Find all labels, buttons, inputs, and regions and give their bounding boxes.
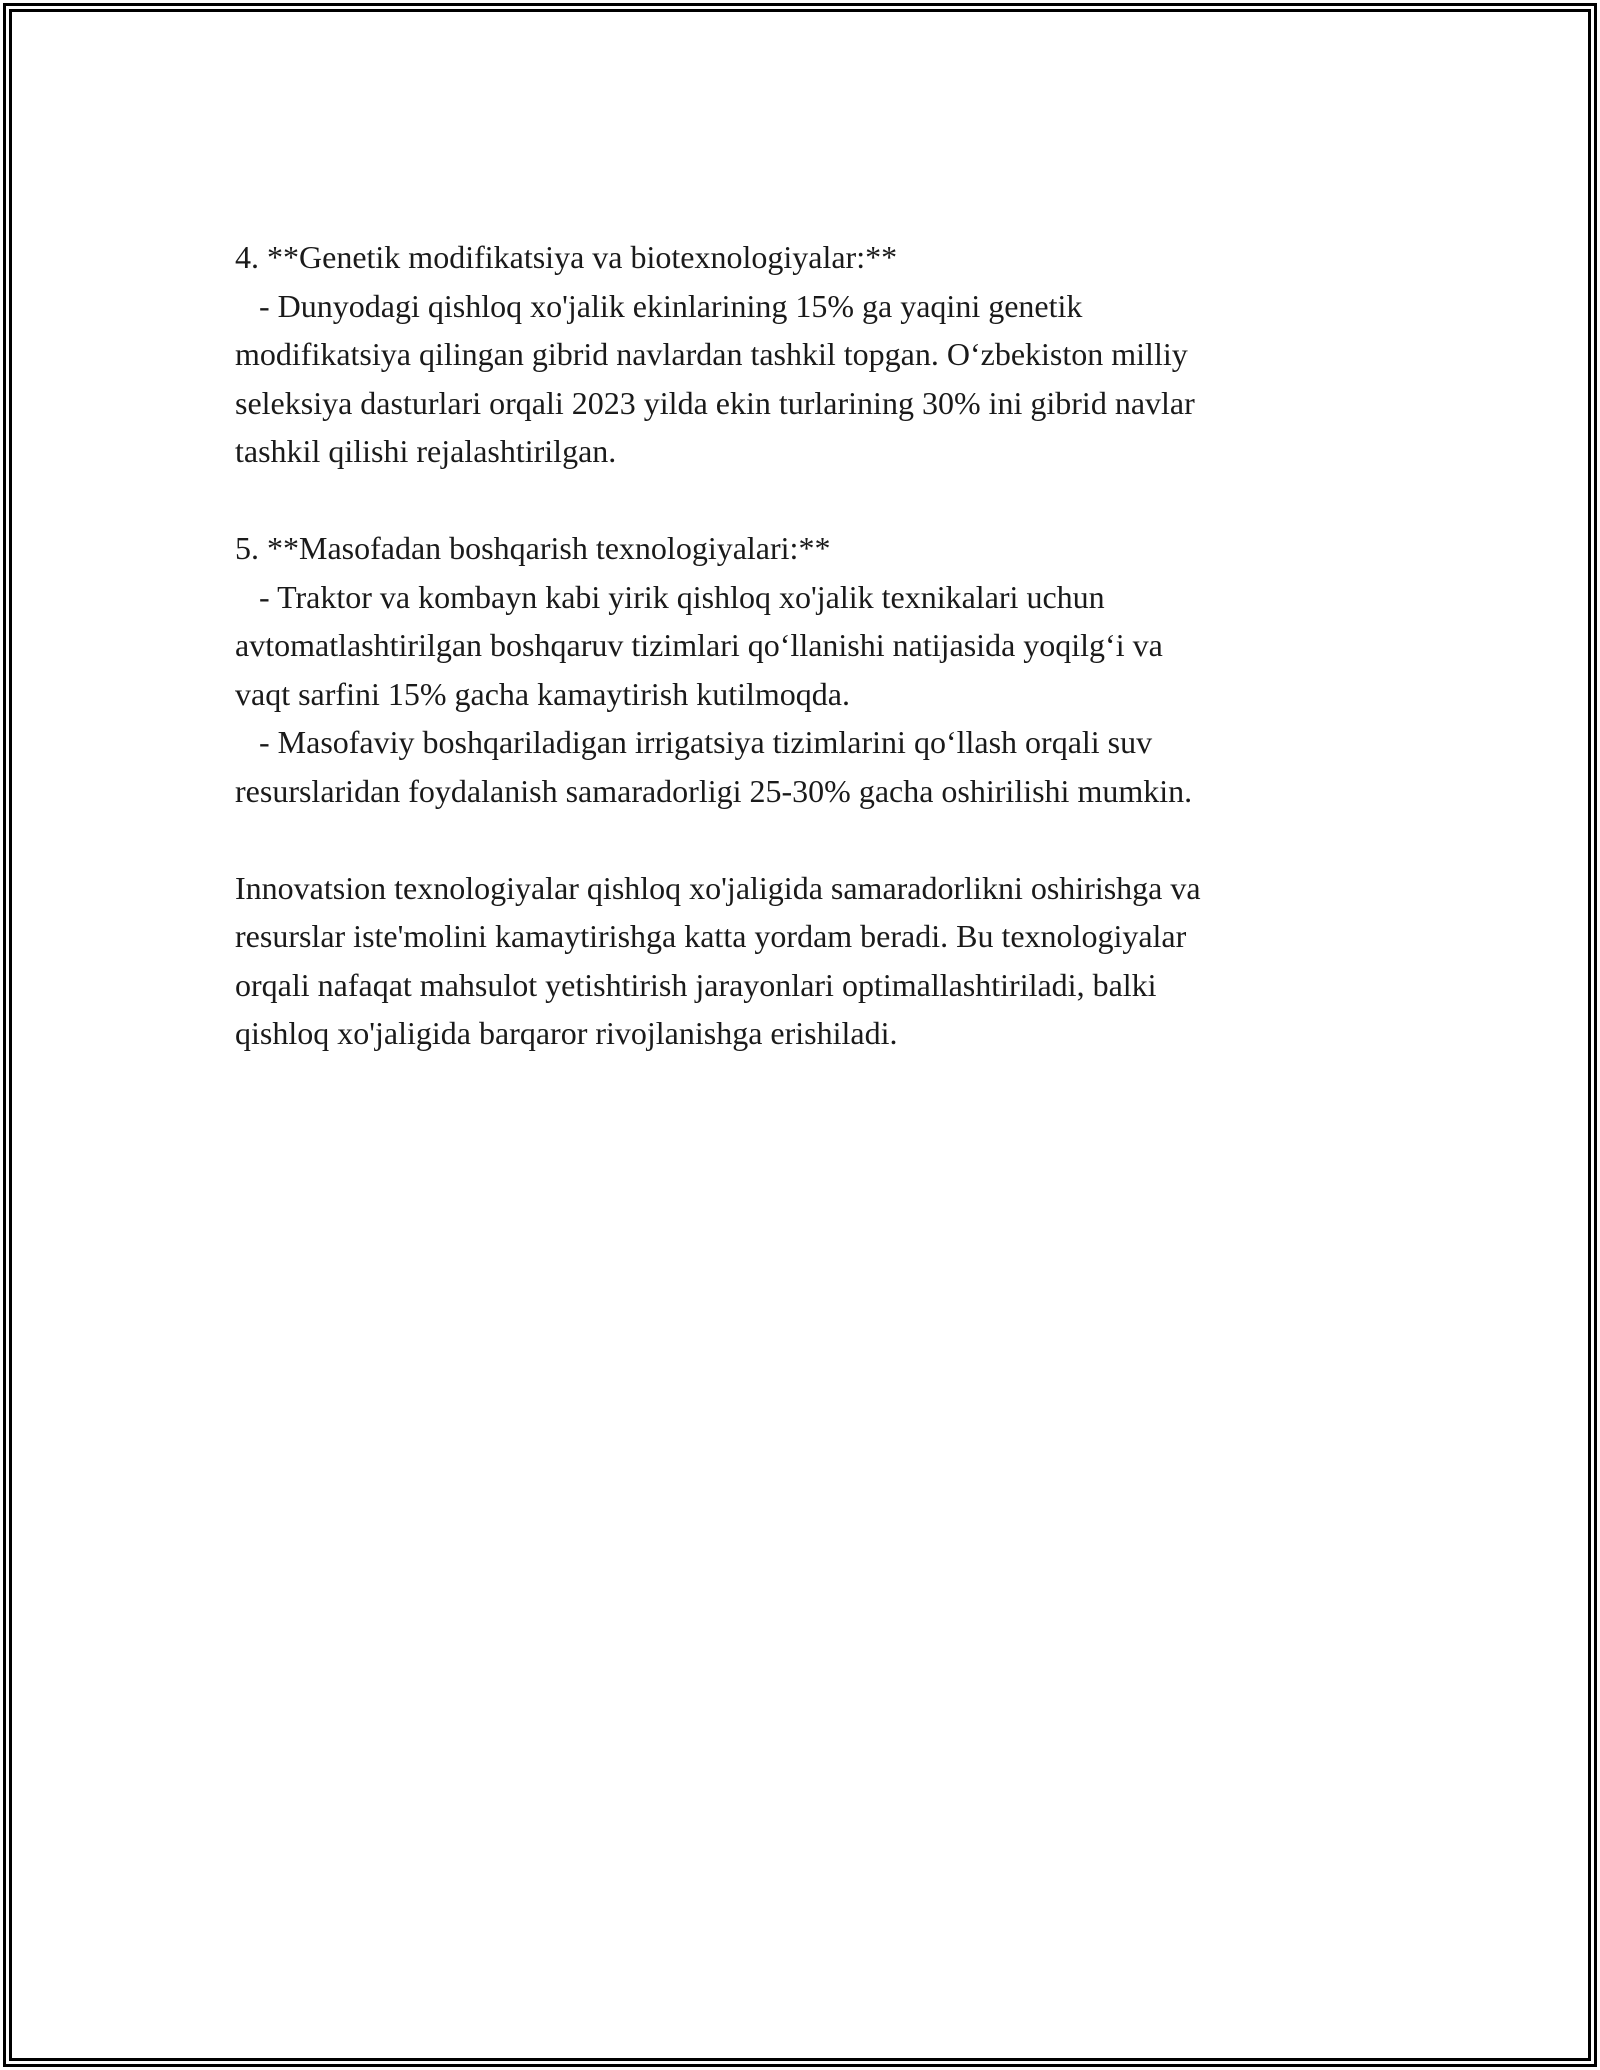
paragraph-line: vaqt sarfini 15% gacha kamaytirish kutilmoqda. [235,675,850,712]
section-heading: 5. **Masofadan boshqarish texnologiyalari:** [235,530,831,566]
paragraph-line: - Masofaviy boshqariladigan irrigatsiya tizimlarini qo‘llash orqali suv [235,724,1153,760]
paragraph-line: modifikatsiya qilingan gibrid navlardan tashkil topgan. O‘zbekiston milliy [235,336,1188,372]
paragraph-line: seleksiya dasturlari orqali 2023 yilda ekin turlarining 30% ini gibrid navlar [235,384,1195,421]
paragraph-line: Innovatsion texnologiyalar qishloq xo'jaligida samaradorlikni oshirishga va [235,869,1201,906]
paragraph-line: orqali nafaqat mahsulot yetishtirish jarayonlari optimallashtiriladi, balki [235,966,1157,1003]
paragraph-line: qishloq xo'jaligida barqaror rivojlanishga erishiladi. [235,1015,898,1051]
paragraph-spacer [235,476,1365,525]
section-heading: 4. **Genetik modifikatsiya va biotexnologiyalar:** [235,239,898,275]
paragraph-line: resurslar iste'molini kamaytirishga katta yordam beradi. Bu texnologiyalar [235,918,1187,954]
paragraph-line: avtomatlashtirilgan boshqaruv tizimlari qo‘llanishi natijasida yoqilg‘i va [235,627,1163,663]
paragraph-line: - Dunyodagi qishloq xo'jalik ekinlarining 15% ga yaqini genetik [235,287,1083,324]
section-remote-control [235,524,1365,815]
paragraph-line: resurslaridan foydalanish samaradorligi 25-30% gacha oshirilishi mumkin. [235,772,1193,809]
paragraph-line: tashkil qilishi rejalashtirilgan. [235,433,617,469]
conclusion-paragraph [235,864,1365,1058]
paragraph-line: - Traktor va kombayn kabi yirik qishloq xo'jalik texnikalari uchun [235,578,1105,615]
section-genetic-modification [235,233,1365,476]
paragraph-spacer [235,815,1365,864]
document-body [235,233,1365,1058]
